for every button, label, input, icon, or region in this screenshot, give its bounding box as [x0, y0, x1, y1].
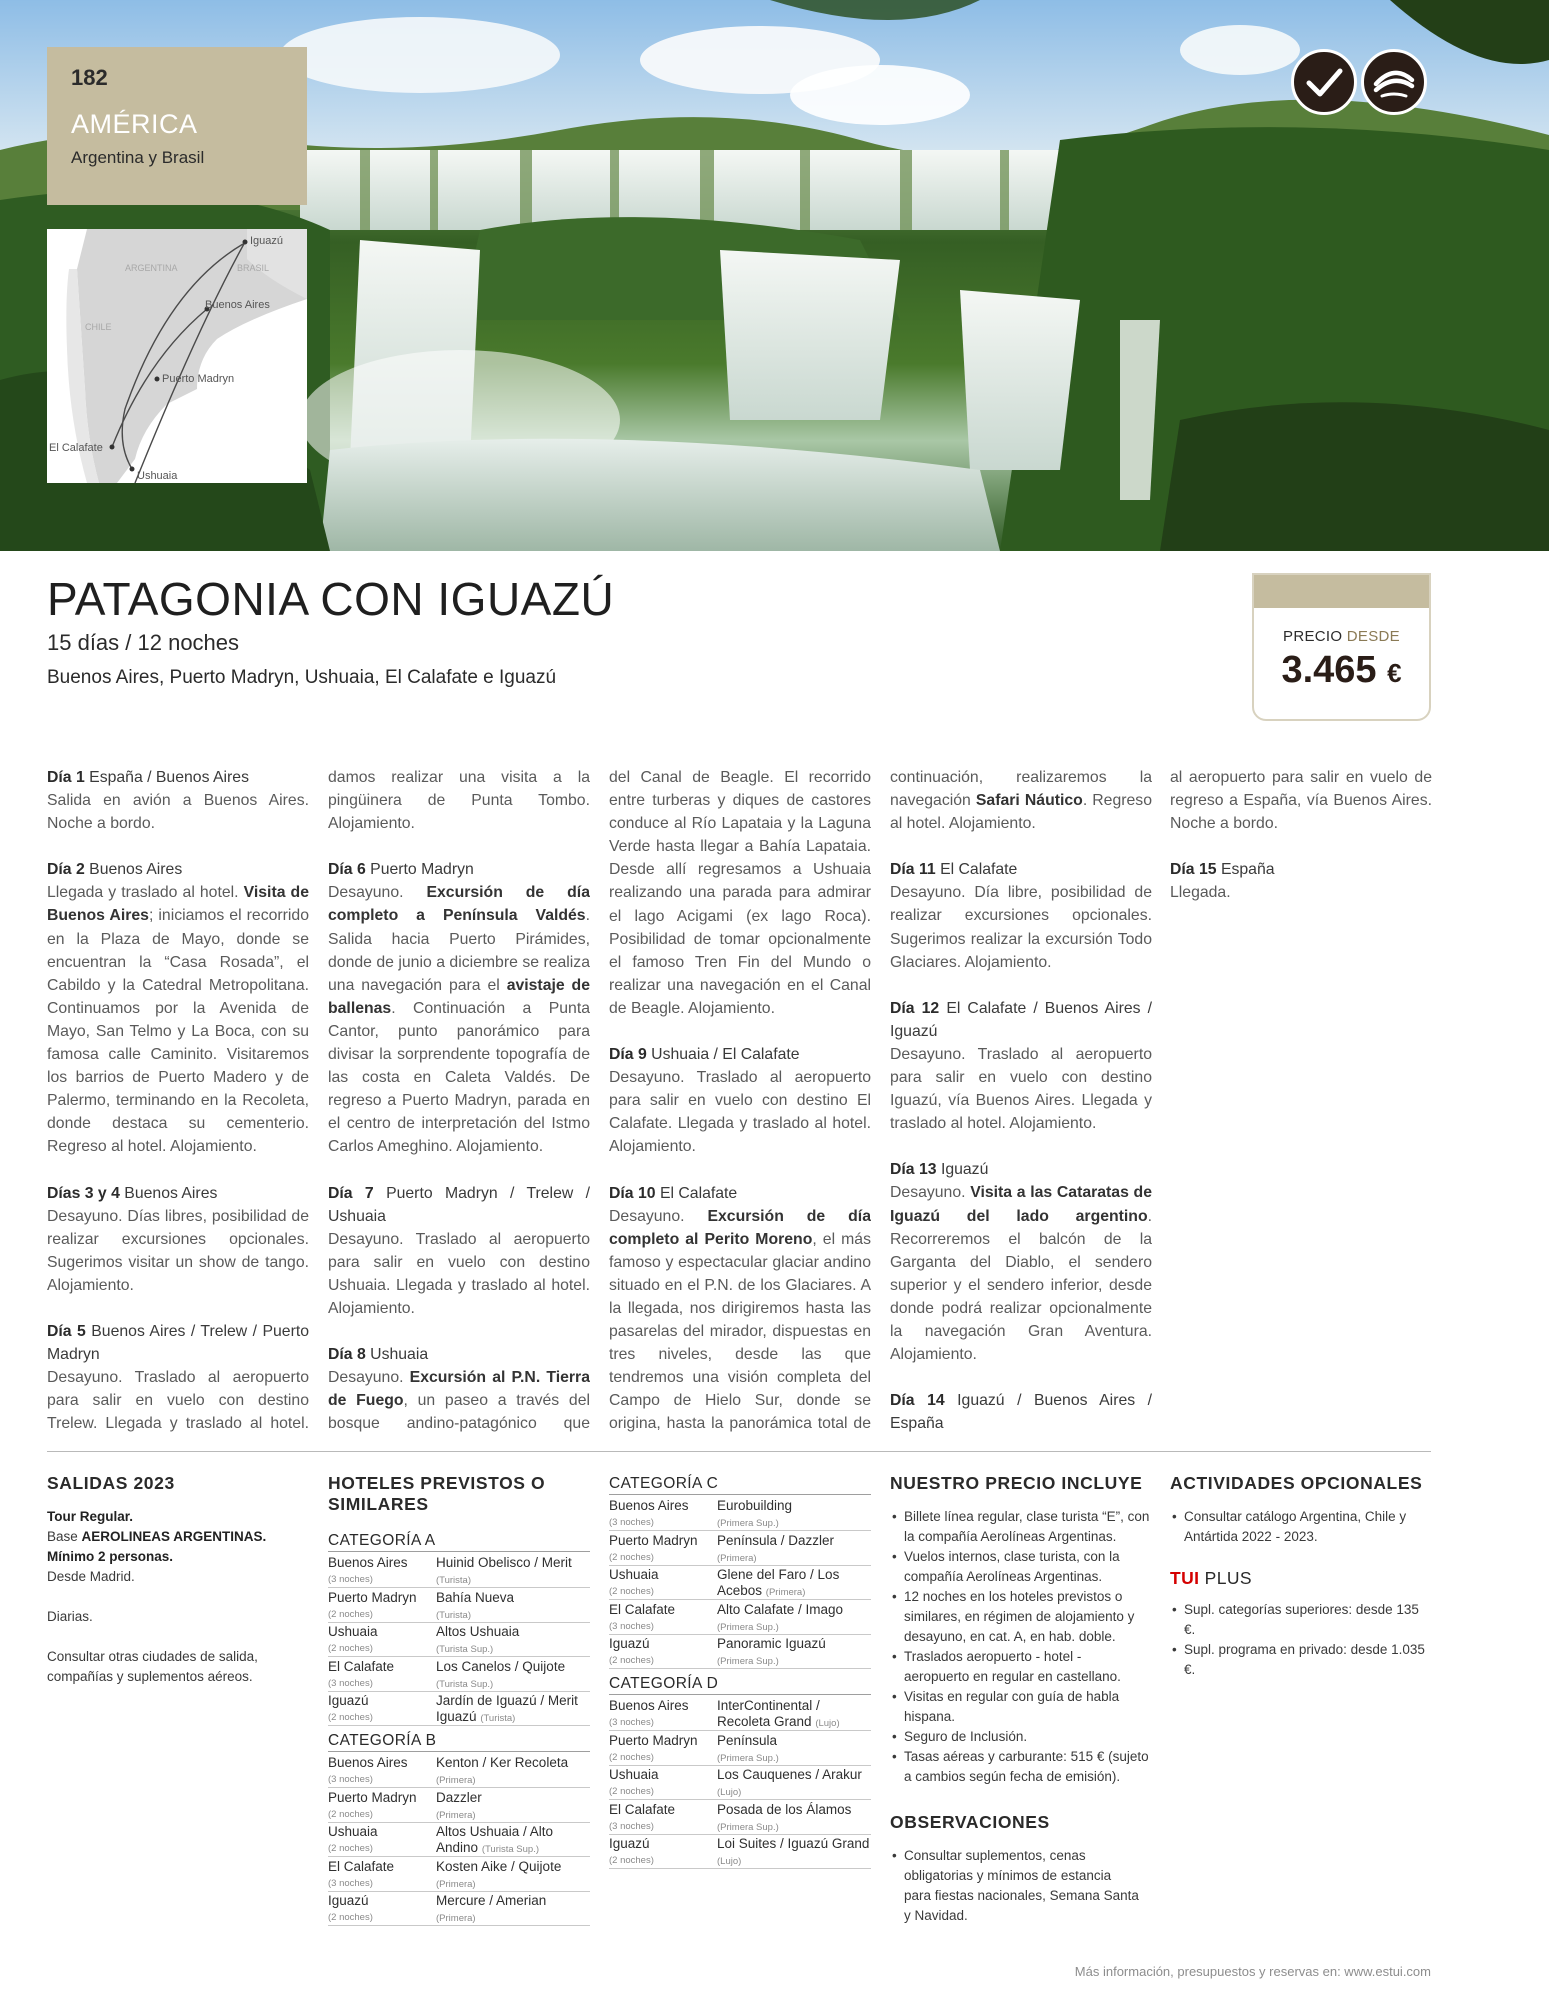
hotel-name: Alto Calafate / Imago (Primera Sup.)	[717, 1601, 844, 1633]
itinerary-day	[890, 997, 1152, 1136]
day-text: Salida en avión a Buenos Aires. Noche a bordo.	[47, 792, 309, 833]
list-item: • Consultar catálogo Argentina, Chile y Antártida 2022 - 2023.	[1170, 1507, 1430, 1547]
list-item: • Tasas aéreas y carburante: 515 € (sujeto a cambios según fecha de emisión).	[890, 1747, 1150, 1787]
includes-list	[890, 1507, 1150, 1787]
salidas-frequency: Diarias.	[47, 1609, 93, 1624]
price-amount	[1254, 649, 1429, 692]
hotel-city: Ushuaia	[328, 1824, 378, 1839]
hotel-name: Glene del Faro / Los Acebos (Primera)	[717, 1567, 840, 1598]
day-text: Desayuno. Traslado al aeropuerto para salir en vuelo con destino Trelew. Llegada y traslado al hotel.	[47, 1369, 309, 1433]
itinerary-day	[890, 1389, 1152, 1434]
list-item: • 12 noches en los hoteles previstos o similares, en régimen de alojamiento y desayuno, en cat. A, en hab. doble.	[890, 1587, 1150, 1647]
hotel-class: (Primera)	[765, 1587, 806, 1598]
footer-text: Más información, presupuestos y reservas en: www.estui.com	[1074, 1964, 1431, 1979]
hotel-class: (Turista Sup.)	[436, 1678, 494, 1690]
hotel-nights: (2 noches)	[609, 1551, 654, 1563]
day-number: Día 2	[47, 861, 85, 879]
hotel-city: Buenos Aires	[609, 1698, 689, 1713]
hotel-nights: (2 noches)	[609, 1586, 654, 1597]
hotel-city: Ushuaia	[609, 1567, 659, 1582]
hotel-class: (Primera)	[436, 1775, 476, 1786]
hotel-name: Mercure / Amerian (Primera)	[436, 1893, 547, 1924]
hotel-name: Los Canelos / Quijote (Turista Sup.)	[436, 1658, 566, 1690]
hotel-city: Iguazú	[609, 1636, 650, 1651]
day-place: Buenos Aires	[124, 1184, 218, 1202]
itinerary-day	[328, 1343, 590, 1434]
hotel-nights: (3 noches)	[609, 1717, 654, 1728]
day-place: El Calafate	[659, 1184, 738, 1202]
map-label-ushuaia: Ushuaia	[137, 470, 178, 482]
hotel-nights: (3 noches)	[328, 1877, 373, 1889]
hotel-class: (Primera)	[436, 1878, 476, 1890]
hotel-name: Posada de los Álamos (Primera Sup.)	[717, 1801, 852, 1833]
hotel-row	[328, 1554, 590, 1588]
badges	[1291, 49, 1433, 115]
day-number: Días 3 y 4	[47, 1184, 120, 1202]
day-text: al aeropuerto para salir en vuelo de regreso a España, vía Buenos Aires. Noche a bordo.	[1170, 769, 1432, 833]
itinerary-continuation	[609, 766, 871, 1020]
region-title: AMÉRICA	[71, 109, 198, 139]
itinerary-day	[890, 858, 1152, 973]
hotels-heading: HOTELES PREVISTOS O SIMILARES	[328, 1473, 546, 1514]
day-text: del Canal de Beagle. El recorrido entre turberas y diques de castores conduce al Río Lapataia y la Laguna Verde hasta llegar a Bahía Lapataia. Desde allí regresamos a Ushuaia realizando una parada para admirar el lago Acigami (ex lago Roca). Posibilidad de tomar opcionalmente el famoso Tren Fin del Mundo o realizar una navegación en el Canal de Beagle. Alojamiento.	[609, 769, 871, 1017]
hotel-nights: (3 noches)	[609, 1820, 654, 1832]
hotel-class: (Primera Sup.)	[717, 1656, 779, 1667]
day-number: Día 15	[1170, 861, 1217, 879]
hotel-name: Huinid Obelisco / Merit (Turista)	[436, 1555, 572, 1586]
hotel-city: Ushuaia	[609, 1767, 659, 1782]
day-number: Día 6	[328, 861, 366, 879]
hotel-name: InterContinental / Recoleta Grand (Lujo)	[717, 1698, 840, 1729]
hotel-row	[328, 1858, 590, 1892]
day-place: España / Buenos Aires	[89, 769, 249, 786]
hotel-name: Península / Dazzler (Primera)	[717, 1532, 835, 1564]
itinerary-day	[1170, 858, 1432, 904]
map-label-buenos-aires: Buenos Aires	[205, 299, 270, 311]
trip-duration: 15 días / 12 noches	[47, 630, 240, 655]
itinerary-col-4	[890, 766, 1152, 1434]
day-place: El Calafate / Buenos Aires / Iguazú	[890, 999, 1152, 1040]
day-text: damos realizar una visita a la pingüinera de Punta Tombo. Alojamiento.	[328, 769, 590, 833]
hotel-city: El Calafate	[328, 1658, 395, 1674]
hotel-row	[609, 1497, 871, 1531]
hotel-city: Buenos Aires	[328, 1555, 408, 1570]
hotel-nights: (3 noches)	[609, 1620, 654, 1632]
tui-plus-suffix: PLUS	[1204, 1568, 1252, 1588]
day-place: Puerto Madryn / Trelew / Ushuaia	[328, 1184, 590, 1225]
price-label-text: PRECIO	[1283, 628, 1343, 645]
itinerary-continuation	[1170, 766, 1432, 835]
day-place: Ushuaia / El Calafate	[651, 1046, 800, 1064]
hotel-class: (Primera Sup.)	[717, 1621, 779, 1633]
hotel-row	[609, 1532, 871, 1566]
day-number: Día 7	[328, 1184, 374, 1202]
tui-plus-badge-icon	[1361, 49, 1427, 115]
salidas-from: Desde Madrid.	[47, 1569, 135, 1584]
hotel-row	[328, 1623, 590, 1657]
hotel-class: (Primera Sup.)	[717, 1821, 779, 1833]
itinerary-day	[609, 1043, 871, 1158]
day-text: Desayuno. Excursión al P.N. Tierra de Fuego, un paseo a través del bosque andino-patagónico que	[328, 1369, 590, 1433]
hotel-name: Kosten Aike / Quijote (Primera)	[436, 1858, 562, 1890]
price-amount-value: 3.465	[1281, 649, 1377, 691]
hotel-city: Iguazú	[328, 1693, 369, 1708]
hotel-category-heading: CATEGORÍA D	[609, 1675, 871, 1695]
price-currency: €	[1387, 658, 1402, 688]
list-item: • Supl. categorías superiores: desde 135 €.	[1170, 1600, 1430, 1640]
salidas-note: Consultar otras ciudades de salida, compañías y suplementos aéreos.	[47, 1649, 258, 1684]
itinerary-day	[328, 858, 590, 1158]
hotel-class: (Primera Sup.)	[717, 1518, 779, 1529]
itinerary-col-1	[47, 766, 309, 1434]
hotel-nights: (2 noches)	[609, 1855, 654, 1866]
list-item: • Visitas en regular con guía de habla hispana.	[890, 1687, 1150, 1727]
hotel-city: Buenos Aires	[609, 1498, 689, 1513]
hotel-row	[609, 1766, 871, 1800]
day-text: continuación, realizaremos la navegación Safari Náutico. Regreso al hotel. Alojamiento.	[890, 769, 1152, 833]
map-label-el-calafate: El Calafate	[49, 442, 103, 454]
countries-subtitle: Argentina y Brasil	[71, 148, 205, 167]
hotel-city: Iguazú	[609, 1836, 650, 1851]
observaciones-list	[890, 1846, 1140, 1926]
hotel-nights: (2 noches)	[328, 1712, 373, 1723]
hotel-city: Buenos Aires	[328, 1755, 408, 1770]
hotel-nights: (2 noches)	[609, 1655, 654, 1666]
hotel-city: Puerto Madryn	[609, 1732, 698, 1748]
includes-heading: NUESTRO PRECIO INCLUYE	[890, 1473, 1143, 1493]
itinerary-day	[47, 1320, 309, 1434]
hotel-nights: (3 noches)	[328, 1574, 373, 1585]
salidas-tour: Tour Regular.	[47, 1509, 134, 1524]
list-item: • Consultar suplementos, cenas obligatorias y mínimos de estancia para fiestas nacionales, Semana Santa y Navidad.	[890, 1846, 1140, 1926]
hotel-city: El Calafate	[609, 1801, 676, 1817]
hotel-row	[328, 1823, 590, 1857]
itinerary-day	[609, 1182, 871, 1435]
hotel-name: Los Cauquenes / Arakur (Lujo)	[717, 1767, 862, 1798]
day-text: Desayuno. Traslado al aeropuerto para salir en vuelo con destino Iguazú, vía Buenos Aires. Llegada y traslado al hotel. Alojamiento.	[890, 1045, 1152, 1133]
itinerary-col-5	[1170, 766, 1432, 1434]
day-text: Llegada.	[1170, 884, 1231, 902]
day-text: Desayuno. Día libre, posibilidad de realizar excursiones opcionales. Sugerimos realizar la excursión Todo Glaciares. Alojamiento.	[890, 884, 1152, 971]
hotel-row	[609, 1835, 871, 1869]
hotel-row	[609, 1635, 871, 1669]
hotel-class: (Lujo)	[717, 1856, 742, 1867]
observaciones-heading: OBSERVACIONES	[890, 1812, 1050, 1832]
itinerary-continuation	[328, 766, 590, 835]
hotel-class: (Turista)	[480, 1713, 516, 1724]
tui-plus-heading	[1170, 1568, 1252, 1589]
salidas-airline: AEROLINEAS ARGENTINAS.	[81, 1529, 267, 1544]
hotel-name: Eurobuilding (Primera Sup.)	[717, 1498, 793, 1529]
hotel-name: Panoramic Iguazú (Primera Sup.)	[717, 1636, 826, 1667]
day-text: Desayuno. Traslado al aeropuerto para salir en vuelo con destino Ushuaia. Llegada y traslado al hotel. Alojamiento.	[328, 1230, 590, 1317]
day-number: Día 12	[890, 999, 940, 1017]
list-item: • Supl. programa en privado: desde 1.035 €.	[1170, 1640, 1430, 1680]
hotel-category-heading: CATEGORÍA C	[609, 1475, 871, 1495]
hotel-name: Dazzler (Primera)	[436, 1789, 482, 1821]
hotel-row	[609, 1601, 871, 1635]
day-number: Día 10	[609, 1184, 656, 1202]
itinerary-day	[47, 858, 309, 1158]
hotel-class: (Primera Sup.)	[717, 1752, 779, 1764]
day-number: Día 9	[609, 1046, 647, 1064]
day-place: España	[1220, 861, 1275, 879]
hotel-name: Altos Ushuaia (Turista Sup.)	[436, 1624, 520, 1655]
itinerary-continuation	[890, 766, 1152, 835]
hotel-nights: (2 noches)	[609, 1786, 654, 1797]
list-item: • Traslados aeropuerto - hotel - aeropuerto en regular en castellano.	[890, 1647, 1150, 1687]
hotel-nights: (3 noches)	[328, 1774, 373, 1785]
hotel-name: Kenton / Ker Recoleta (Primera)	[436, 1755, 569, 1786]
hotel-class: (Primera)	[436, 1913, 476, 1924]
price-label-from: DESDE	[1346, 628, 1400, 645]
hotel-nights: (3 noches)	[609, 1517, 654, 1528]
hotel-city: Puerto Madryn	[328, 1789, 417, 1805]
hotel-nights: (3 noches)	[328, 1677, 373, 1689]
price-bar	[1254, 575, 1429, 608]
itinerary-day	[47, 766, 309, 835]
hotel-class: (Lujo)	[815, 1718, 840, 1729]
opcionales-list	[1170, 1507, 1430, 1547]
trip-title: PATAGONIA CON IGUAZÚ	[47, 573, 615, 625]
page-number: 182	[71, 65, 108, 90]
section-divider	[47, 1451, 1431, 1452]
list-item: • Vuelos internos, clase turista, con la compañía Aerolíneas Argentinas.	[890, 1547, 1150, 1587]
price-label	[1254, 628, 1429, 645]
hotel-name: Jardín de Iguazú / Merit Iguazú (Turista)	[436, 1693, 578, 1724]
hotel-class: (Turista)	[436, 1575, 472, 1586]
hotel-name: Loi Suites / Iguazú Grand (Lujo)	[717, 1836, 870, 1867]
day-text: Desayuno. Días libres, posibilidad de realizar excursiones opcionales. Sugerimos visitar un show de tango. Alojamiento.	[47, 1207, 309, 1294]
hotel-row	[328, 1658, 590, 1692]
tui-plus-list	[1170, 1600, 1430, 1680]
day-text: Llegada y traslado al hotel. Visita de Buenos Aires; iniciamos el recorrido en la Plaza de Mayo, donde se encuentran la “Casa Rosada”, el Cabildo y la Catedral Metropolitana. Continuamos por la Avenida de Mayo, San Telmo y La Boca, con su famosa calle Caminito. Visitaremos los barrios de Puerto Madero y de Palermo, terminando en la Recoleta, donde destaca su cementerio. Regreso al hotel. Alojamiento.	[47, 884, 309, 1156]
hotel-row	[328, 1789, 590, 1823]
salidas-details	[47, 1507, 307, 1687]
salidas-minimum: Mínimo 2 personas.	[47, 1549, 174, 1564]
hotel-nights: (2 noches)	[328, 1843, 373, 1854]
price-box	[1252, 573, 1431, 721]
hotel-name: Bahía Nueva (Turista)	[436, 1589, 515, 1621]
hotel-city: El Calafate	[609, 1601, 676, 1617]
day-number: Día 8	[328, 1346, 366, 1364]
day-number: Día 11	[890, 861, 936, 879]
day-place: Buenos Aires / Trelew / Puerto Madryn	[47, 1322, 309, 1364]
map-label-brasil: BRASIL	[237, 263, 270, 273]
hotel-nights: (2 noches)	[328, 1608, 373, 1620]
hotel-city: El Calafate	[328, 1858, 395, 1874]
day-place: Iguazú	[940, 1161, 989, 1179]
hotel-row	[609, 1697, 871, 1731]
day-number: Día 5	[47, 1322, 86, 1340]
itinerary-day	[890, 1158, 1152, 1366]
map-label-iguazu: Iguazú	[250, 235, 284, 247]
hotel-nights: (2 noches)	[328, 1808, 373, 1820]
salidas-base-prefix: Base	[47, 1529, 82, 1544]
day-place: Iguazú / Buenos Aires / España	[890, 1392, 1152, 1433]
salidas-heading: SALIDAS 2023	[47, 1473, 175, 1493]
hotel-nights: (2 noches)	[328, 1912, 373, 1923]
hotel-nights: (2 noches)	[609, 1751, 654, 1763]
day-place: Puerto Madryn	[370, 861, 474, 879]
day-number: Día 13	[890, 1161, 937, 1179]
list-item: • Seguro de Inclusión.	[890, 1727, 1150, 1747]
hotel-city: Iguazú	[328, 1893, 369, 1908]
itinerary-day	[328, 1182, 590, 1321]
check-badge-icon	[1291, 49, 1357, 115]
south-america-map	[47, 229, 307, 483]
day-place: Ushuaia	[370, 1346, 429, 1364]
day-number: Día 14	[890, 1392, 945, 1410]
hotel-category-heading: CATEGORÍA B	[328, 1732, 590, 1752]
day-text: Desayuno. Excursión de día completo a Península Valdés. Salida hacia Puerto Pirámides, donde de junio a diciembre se realiza una navegación para el avistaje de ballenas. Continuación a Punta Cantor, punto panorámico para divisar la sorprendente topografía de las costa en Caleta Valdés. De regreso a Puerto Madryn, parada en el centro de interpretación del Istmo Carlos Ameghino. Alojamiento.	[328, 884, 590, 1156]
hotel-row	[328, 1892, 590, 1926]
hotel-row	[328, 1754, 590, 1788]
map-label-chile: CHILE	[85, 322, 112, 332]
tui-brand: TUI	[1170, 1568, 1200, 1588]
hotel-class: (Turista Sup.)	[481, 1844, 540, 1855]
opcionales-heading: ACTIVIDADES OPCIONALES	[1170, 1473, 1423, 1493]
trip-route: Buenos Aires, Puerto Madryn, Ushuaia, El Calafate e Iguazú	[47, 667, 557, 688]
hotel-city: Puerto Madryn	[609, 1532, 698, 1548]
map-label-puerto-madryn: Puerto Madryn	[162, 373, 235, 385]
itinerary-col-3	[609, 766, 871, 1434]
hotel-row	[609, 1801, 871, 1835]
day-number: Día 1	[47, 769, 85, 786]
hotel-nights: (2 noches)	[328, 1643, 373, 1654]
hotel-row	[609, 1566, 871, 1600]
hotel-class: (Lujo)	[717, 1787, 742, 1798]
map-label-argentina: ARGENTINA	[125, 263, 178, 273]
day-place: El Calafate	[940, 861, 1018, 879]
hotel-city: Ushuaia	[328, 1624, 378, 1639]
day-place: Buenos Aires	[89, 861, 183, 879]
hotel-class: (Primera)	[717, 1552, 757, 1564]
hotel-row	[328, 1589, 590, 1623]
hotel-row	[609, 1732, 871, 1766]
day-text: Desayuno. Excursión de día completo al Perito Moreno, el más famoso y espectacular glaciar andino situado en el P.N. de los Glaciares. A la llegada, nos dirigiremos hasta las pasarelas del mirador, dispuestas en tres niveles, desde las que tendremos una visión completa del Campo de Hielo Sur, donde se origina, hasta la panorámica total de	[609, 1207, 871, 1433]
route-map	[47, 229, 307, 483]
hotel-category-heading: CATEGORÍA A	[328, 1532, 590, 1552]
hotel-city: Puerto Madryn	[328, 1589, 417, 1605]
page-tag	[47, 47, 307, 205]
itinerary-day	[47, 1182, 309, 1297]
day-text: Desayuno. Visita a las Cataratas de Iguazú del lado argentino. Recorreremos el balcón de la Garganta del Diablo, el sendero superior y el sendero inferior, desde donde podrá realizar opcionalmente la navegación Gran Aventura. Alojamiento.	[890, 1184, 1152, 1364]
day-text: Desayuno. Traslado al aeropuerto para salir en vuelo con destino El Calafate. Llegada y traslado al hotel. Alojamiento.	[609, 1069, 871, 1156]
itinerary-col-2	[328, 766, 590, 1434]
hotel-name: Península (Primera Sup.)	[717, 1732, 779, 1764]
hotel-name: Altos Ushuaia / Alto Andino (Turista Sup.)	[436, 1824, 554, 1855]
hotel-class: (Primera)	[436, 1809, 476, 1821]
hotel-class: (Turista Sup.)	[436, 1644, 494, 1655]
hotel-class: (Turista)	[436, 1609, 472, 1621]
list-item: • Billete línea regular, clase turista “E”, con la compañía Aerolíneas Argentinas.	[890, 1507, 1150, 1547]
hotel-row	[328, 1692, 590, 1726]
